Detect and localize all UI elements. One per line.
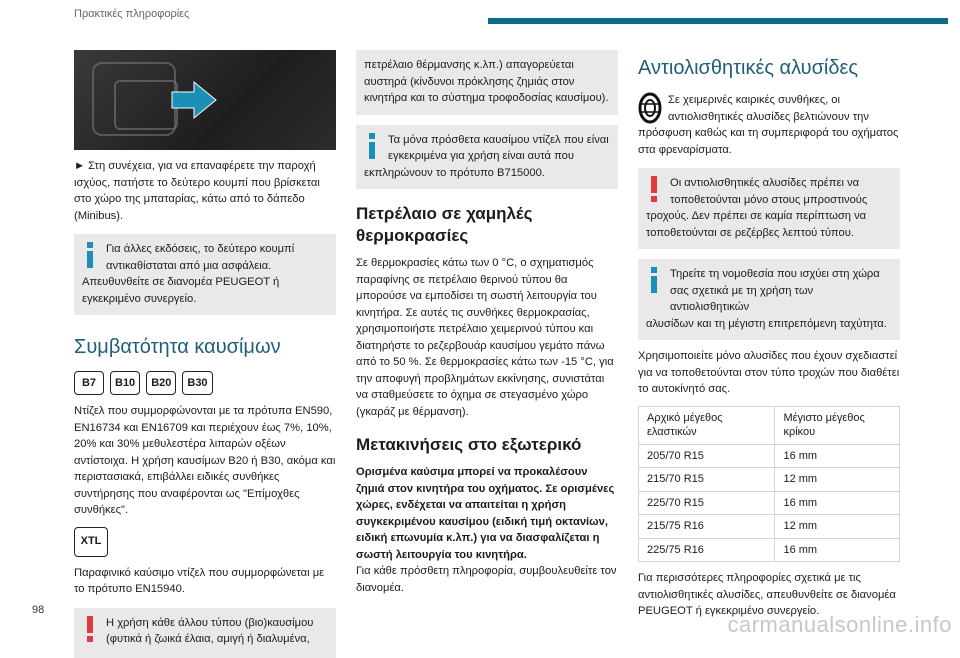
info-box-additives (356, 125, 618, 190)
table-row (639, 468, 900, 492)
snow-chains-intro-rest: πρόσφυση καθώς και τη συμπεριφορά του οχήματος στα φρεναρίσματα. (638, 127, 899, 156)
info-icon (364, 133, 380, 159)
warning-box-chains (638, 168, 900, 249)
warning-icon (646, 176, 662, 202)
chain-size-table (638, 406, 900, 563)
page-header-title: Πρακτικές πληροφορίες (74, 8, 190, 20)
fuel-badge-b10: B10 (110, 371, 140, 395)
table-cell: 16 mm (775, 491, 900, 515)
fuel-badge-b20: B20 (146, 371, 176, 395)
warning-text-rest: τροχούς. Δεν πρέπει σε καμία περίπτωση να τοποθετούνται σε ρεζέρβες λεπτού τύπου. (646, 210, 867, 239)
bullet-text: ► Στη συνέχεια, για να επαναφέρετε την παροχή ισχύος, πατήστε το δεύτερο κουμπί που βρίσκεται στο χώρο της μπαταρίας, κάτω από το δάπεδο (Minibus). (74, 160, 320, 222)
abroad-bold-text: Ορισμένα καύσιμα μπορεί να προκαλέσουν ζημιά στον κινητήρα του οχήματος. Σε ορισμένες χώρες, ενδέχεται να απαιτείται η χρήση συγκεκριμένου καυσίμου (ειδική τιμή οκτανίων, ειδική επωνυμία κ.λπ.) για να διασφαλίζεται η σωστή λειτουργία του κινητήρα. (356, 466, 615, 561)
page-number: 98 (32, 604, 45, 616)
snow-chains-intro (638, 92, 900, 125)
section-title-snow-chains: Αντιολισθητικές αλυσίδες (638, 57, 859, 79)
info-box-legislation (638, 259, 900, 340)
table-row (639, 538, 900, 562)
abroad-text: Για κάθε πρόσθετη πληροφορία, συμβουλευθείτε τον διανομέα. (356, 565, 617, 594)
info-text-first: Για άλλες εκδόσεις, το δεύτερο κουμπί αντικαθίσταται από μια ασφάλεια. (106, 243, 295, 272)
info-text-first: Τα μόνα πρόσθετα καυσίμου ντίζελ που είναι εγκεκριμένα για χρήση είναι αυτά που (388, 133, 609, 162)
info-text-rest: Απευθυνθείτε σε διανομέα PEUGEOT ή εγκεκριμένο συνεργείο. (82, 276, 280, 305)
info-text-first: Τηρείτε τη νομοθεσία που ισχύει στη χώρα σας σχετικά με τη χρήση των αντιολισθητικών (670, 268, 880, 313)
info-icon (82, 242, 98, 268)
table-cell: 205/70 R15 (639, 444, 775, 468)
warning-text-first: Η χρήση κάθε άλλου τύπου (βιο)καυσίμου (φυτικά ή ζωικά έλαια, αμιγή ή διαλυμένα, (106, 616, 314, 645)
fuel-badge-b30: B30 (182, 371, 212, 395)
section-title-fuel-compat: Συμβατότητα καυσίμων (74, 336, 281, 358)
tire-chain-icon (638, 92, 662, 124)
info-box (74, 234, 336, 315)
table-header-row (639, 406, 900, 444)
section-title-cold-fuel: Πετρέλαιο σε χαμηλές θερμοκρασίες (356, 204, 533, 245)
column-3 (638, 50, 900, 620)
table-row (639, 491, 900, 515)
warning-text-first: Οι αντιολισθητικές αλυσίδες πρέπει να τοποθετούνται μόνο στους μπροστινούς (670, 177, 868, 206)
info-icon (646, 267, 662, 293)
table-row (639, 444, 900, 468)
fuel-badge-xtl: XTL (74, 527, 108, 557)
xtl-text: Παραφινικό καύσιμο ντίζελ που συμμορφώνεται με το πρότυπο EN15940. (74, 566, 325, 595)
warning-box-continued (356, 50, 618, 115)
warning-icon (82, 616, 98, 642)
watermark: carmanualsonline.info (727, 612, 952, 637)
table-cell: 16 mm (775, 538, 900, 562)
fuel-badges (74, 371, 336, 395)
table-cell: 225/75 R16 (639, 538, 775, 562)
table-cell: 215/75 R16 (639, 515, 775, 539)
table-cell: 12 mm (775, 468, 900, 492)
table-cell: 16 mm (775, 444, 900, 468)
cold-text: Σε θερμοκρασίες κάτω των 0 °C, ο σχηματισμός παραφίνης σε πετρέλαιο θερινού τύπου θα μπορούσε να εμποδίσει τη σωστή λειτουργία του κινητήρα. Σε αυτές τις συνθήκες θερμοκρασίας, χρησιμοποιήστε πετρέλαιο χειμερινού τύπου και διατηρήστε το ρεζερβουάρ καυσίμου γεμάτο πάνω από το 50 %. Σε θερμοκρασίες κάτω των -15 °C, για την αποφυγή προβλημάτων εκκίνησης, συνιστάται να σταθμεύσετε το όχημα σε στεγασμένο χώρο (γκαράζ με θέρμανση). (356, 257, 614, 418)
fuel-badge-b7: B7 (74, 371, 104, 395)
info-text-rest: εκπληρώνουν το πρότυπο B715000. (364, 166, 545, 179)
table-cell: 225/70 R15 (639, 491, 775, 515)
column-2 (356, 50, 618, 596)
table-row (639, 515, 900, 539)
column-1 (74, 50, 336, 658)
footer-text: Για περισσότερες πληροφορίες σχετικά με τις αντιολισθητικές αλυσίδες, απευθυνθείτε σε διανομέα PEUGEOT ή εγκεκριμένο συνεργείο. (638, 572, 896, 617)
warning-text-continued: πετρέλαιο θέρμανσης κ.λπ.) απαγορεύεται αυστηρά (κίνδυνοι πρόκλησης ζημιάς στον κινητήρα και το σύστημα τροφοδοσίας καυσίμου). (364, 59, 609, 104)
header-accent-bar (488, 18, 948, 24)
compat-text: Ντίζελ που συμμορφώνονται με τα πρότυπα EN590, EN16734 και EN16709 και περιέχουν έως 7%, 10%, 20% και 30% μεθυλεστέρα λιπαρών οξέων αντίστοιχα. Η χρήση καυσίμων B20 ή B30, ακόμα και περιστασιακά, επιβάλλει ειδικές συνθήκες συντήρησης που αναφέρονται ως "Επίμοχθες συνθήκες". (74, 405, 336, 516)
warning-box (74, 608, 336, 658)
table-cell: 215/70 R15 (639, 468, 775, 492)
battery-compartment-photo (74, 50, 336, 150)
usage-text: Χρησιμοποιείτε μόνο αλυσίδες που έχουν σχεδιαστεί για να τοποθετούνται στον τύπο τροχών που διαθέτει το αυτοκίνητό σας. (638, 350, 900, 395)
snow-chains-intro-first: Σε χειμερινές καιρικές συνθήκες, οι αντιολισθητικές αλυσίδες βελτιώνουν την (668, 94, 869, 123)
table-header-link-size: Μέγιστο μέγεθος κρίκου (775, 406, 900, 444)
info-text-rest: αλυσίδων και τη μέγιστη επιτρεπόμενη ταχύτητα. (646, 317, 887, 330)
table-header-tire-size: Αρχικό μέγεθος ελαστικών (639, 406, 775, 444)
arrow-right-icon (170, 80, 220, 120)
section-title-abroad: Μετακινήσεις στο εξωτερικό (356, 435, 582, 454)
table-cell: 12 mm (775, 515, 900, 539)
